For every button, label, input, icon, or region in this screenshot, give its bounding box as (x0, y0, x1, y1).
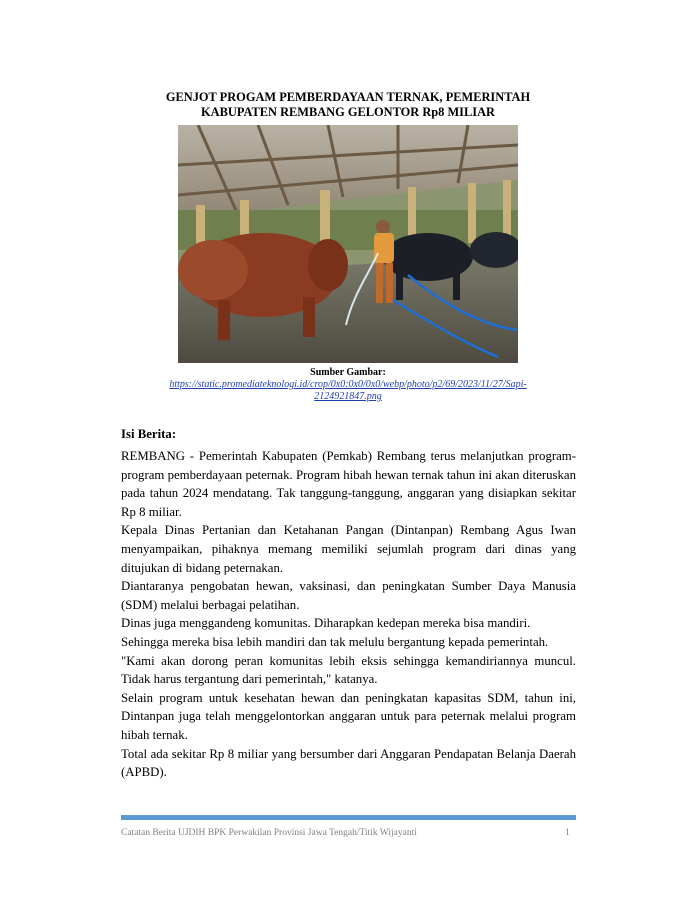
article-body (121, 447, 576, 782)
image-source-link-line-2[interactable]: 2124921847.png (314, 391, 382, 402)
paragraph-2: Kepala Dinas Pertanian dan Ketahanan Pangan (Dintanpan) Rembang Agus Iwan menyampaikan, pihaknya memang memiliki sejumlah program dari dinas yang ditujukan di bidang peternakan. (121, 523, 576, 575)
paragraph-1: REMBANG - Pemerintah Kabupaten (Pemkab) Rembang terus melanjutkan program-program pemberdayaan peternak. Program hibah hewan ternak tahun ini akan diteruskan pada tahun 2024 mendatang. Tak tanggung-tanggung, anggaran yang disiapkan sekitar Rp 8 miliar. (121, 449, 576, 519)
paragraph-4: Dinas juga menggandeng komunitas. Diharapkan kedepan mereka bisa mandiri. (121, 616, 531, 631)
image-source-link-line-1[interactable]: https://static.promediateknologi.id/crop/0x0:0x0/0x0/webp/photo/p2/69/2023/11/27/Sapi- (169, 379, 527, 390)
paragraph-6: "Kami akan dorong peran komunitas lebih eksis sehingga kemandiriannya muncul. Tidak harus tergantung dari pemerintah," katanya. (121, 653, 576, 687)
footer-divider (121, 815, 576, 820)
paragraph-7: Selain program untuk kesehatan hewan dan peningkatan kapasitas SDM, tahun ini, Dintanpan juga telah menggelontorkan anggaran untuk para peternak melalui program hibah ternak. (121, 690, 576, 742)
article-title-line-2: KABUPATEN REMBANG GELONTOR Rp8 MILIAR (201, 105, 495, 119)
article-title (120, 90, 576, 120)
image-source-label: Sumber Gambar: (310, 367, 386, 378)
cattle-barn-photo (178, 125, 518, 363)
section-heading: Isi Berita: (121, 427, 177, 441)
page-number: 1 (565, 828, 570, 838)
footer-text: Catatan Berita UJDIH BPK Perwakilan Provinsi Jawa Tengah/Titik Wijayanti (121, 828, 417, 838)
image-source-caption (140, 367, 556, 403)
paragraph-8: Total ada sekitar Rp 8 miliar yang bersumber dari Anggaran Pendapatan Belanja Daerah (APBD). (121, 746, 576, 780)
paragraph-5: Sehingga mereka bisa lebih mandiri dan tak melulu bergantung kepada pemerintah. (121, 634, 549, 649)
article-title-line-1: GENJOT PROGAM PEMBERDAYAAN TERNAK, PEMERINTAH (165, 90, 531, 104)
paragraph-3: Diantaranya pengobatan hewan, vaksinasi, dan peningkatan Sumber Daya Manusia (SDM) melalui berbagai pelatihan. (121, 579, 576, 612)
image-source-link[interactable] (140, 379, 556, 403)
